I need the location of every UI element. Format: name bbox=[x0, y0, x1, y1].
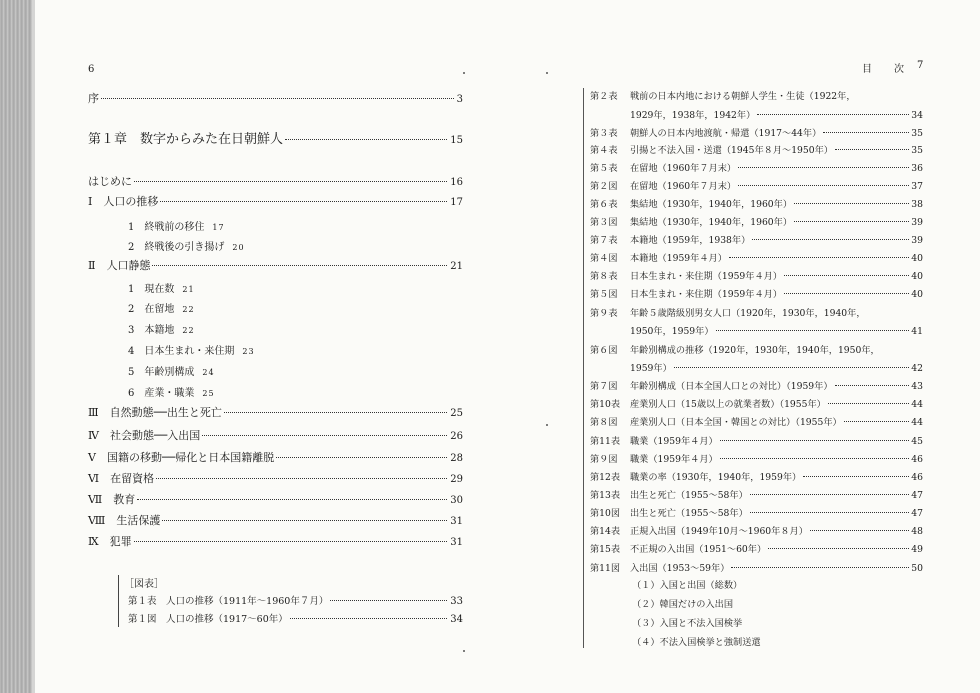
entry-tag: 第６表 bbox=[590, 199, 618, 210]
toc-entry-continuation bbox=[630, 360, 923, 374]
entry-label: Ⅸ 犯罪 bbox=[88, 535, 132, 548]
entry-tag: 第11図 bbox=[590, 563, 621, 574]
leader-dots bbox=[134, 541, 448, 542]
toc-entry bbox=[590, 342, 880, 356]
entry-label: 第１章 数字からみた在日朝鮮人 bbox=[88, 132, 284, 147]
toc-entry bbox=[88, 491, 463, 507]
toc-entry bbox=[88, 90, 463, 106]
entry-tag: 第９表 bbox=[590, 308, 618, 319]
entry-tag: 第５図 bbox=[590, 289, 618, 300]
toc-entry bbox=[590, 305, 866, 319]
toc-entry bbox=[590, 286, 923, 300]
leader-dots bbox=[202, 435, 447, 436]
toc-subentry: 1 終戦前の移住 17 bbox=[128, 222, 225, 233]
entry-page: 50 bbox=[911, 563, 923, 574]
entry-tag: 第３表 bbox=[590, 128, 618, 139]
leader-dots bbox=[757, 114, 909, 115]
toc-entry bbox=[590, 378, 923, 392]
leader-dots bbox=[731, 567, 909, 568]
toc-entry bbox=[88, 533, 463, 549]
toc-entry bbox=[88, 404, 463, 420]
entry-page: 3 bbox=[456, 94, 463, 105]
entry-page: 17 bbox=[450, 197, 463, 208]
entry-label: 出生と死亡（1955～58年） bbox=[630, 508, 748, 519]
right-page-header: 目 次 bbox=[862, 64, 910, 75]
toc-entry bbox=[590, 125, 923, 139]
entry-tag: 第11表 bbox=[590, 436, 621, 447]
figures-bracket bbox=[118, 575, 119, 627]
book-binding-edge bbox=[0, 0, 32, 693]
entry-tag: 第10表 bbox=[590, 399, 621, 410]
entry-label: はじめに bbox=[88, 175, 132, 188]
leader-dots bbox=[844, 421, 910, 422]
leader-dots bbox=[752, 239, 909, 240]
entry-page: 46 bbox=[911, 454, 923, 465]
entry-page: 36 bbox=[911, 163, 923, 174]
entry-tag: 第７図 bbox=[590, 381, 618, 392]
toc-entry bbox=[590, 178, 923, 192]
entry-page: 43 bbox=[911, 381, 923, 392]
entry-tag: 第15表 bbox=[590, 544, 621, 555]
entry-label: 在留地（1960年７月末） bbox=[630, 181, 737, 192]
entry-label: 年齢別構成の推移（1920年，1930年，1940年，1950年， bbox=[630, 345, 880, 356]
entry-page: 46 bbox=[911, 472, 923, 483]
column-rule bbox=[583, 88, 584, 648]
toc-subentry: 2 終戦後の引き揚げ 20 bbox=[128, 242, 245, 253]
entry-page: 39 bbox=[911, 235, 923, 246]
entry-page: 35 bbox=[911, 128, 923, 139]
toc-entry bbox=[88, 470, 463, 486]
leader-dots bbox=[720, 458, 910, 459]
entry-tag: 第８図 bbox=[590, 417, 618, 428]
leader-dots bbox=[750, 512, 910, 513]
leader-dots bbox=[794, 221, 909, 222]
entry-page: 41 bbox=[911, 326, 923, 337]
toc-entry bbox=[590, 268, 923, 282]
leader-dots bbox=[285, 139, 447, 140]
toc-subentry: 1 現在数 21 bbox=[128, 284, 195, 295]
figure-entry bbox=[128, 593, 463, 607]
entry-page: 40 bbox=[911, 271, 923, 282]
leader-dots bbox=[738, 185, 909, 186]
entry-label: Ⅰ 人口の推移 bbox=[88, 195, 159, 208]
toc-entry bbox=[88, 512, 463, 528]
entry-tag: 第９図 bbox=[590, 454, 618, 465]
figure-subitem: （３）入国と不法入国検挙 bbox=[632, 618, 743, 629]
scan-speck bbox=[546, 424, 548, 426]
entry-label: 正規入出国（1949年10月～1960年８月） bbox=[630, 526, 808, 537]
entry-page: 38 bbox=[911, 199, 923, 210]
entry-tag: 第８表 bbox=[590, 271, 618, 282]
toc-entry bbox=[590, 560, 923, 574]
entry-page: 25 bbox=[450, 408, 463, 419]
leader-dots bbox=[134, 181, 447, 182]
entry-tag: 第３図 bbox=[590, 217, 618, 228]
entry-page: 29 bbox=[450, 474, 463, 485]
binding-shadow bbox=[32, 0, 35, 693]
entry-label: Ⅶ 教育 bbox=[88, 493, 136, 506]
leader-dots bbox=[716, 330, 910, 331]
leader-dots bbox=[828, 403, 909, 404]
entry-label: 職業（1959年４月） bbox=[630, 436, 718, 447]
entry-label: 本籍地（1959年４月） bbox=[630, 253, 727, 264]
leader-dots bbox=[729, 257, 909, 258]
figure-entry bbox=[128, 611, 463, 625]
left-page-number: 6 bbox=[88, 64, 95, 75]
toc-entry bbox=[88, 173, 463, 189]
entry-page: 21 bbox=[450, 261, 463, 272]
leader-dots bbox=[823, 132, 909, 133]
toc-subentry: 6 産業・職業 25 bbox=[128, 388, 215, 399]
entry-label: Ⅴ 国籍の移動──帰化と日本国籍離脱 bbox=[88, 451, 275, 464]
leader-dots bbox=[137, 499, 447, 500]
toc-entry-continuation bbox=[630, 323, 923, 337]
entry-label: Ⅲ 自然動態──出生と死亡 bbox=[88, 406, 222, 419]
entry-page: 34 bbox=[450, 614, 463, 625]
toc-subentry: 4 日本生まれ・来住期 23 bbox=[128, 346, 255, 357]
entry-page: 15 bbox=[450, 135, 463, 146]
leader-dots bbox=[276, 457, 447, 458]
figures-heading: ［図表］ bbox=[124, 579, 164, 590]
entry-tag: 第５表 bbox=[590, 163, 618, 174]
entry-label: 第１表 人口の推移（1911年～1960年７月） bbox=[128, 596, 329, 607]
toc-entry bbox=[590, 523, 923, 537]
toc-entry bbox=[590, 196, 923, 210]
leader-dots bbox=[152, 265, 447, 266]
entry-page: 39 bbox=[911, 217, 923, 228]
entry-label: 集結地（1930年，1940年，1960年） bbox=[630, 217, 793, 228]
scan-speck bbox=[463, 650, 465, 652]
figure-subitem: （４）不法入国検挙と強制送還 bbox=[632, 637, 761, 648]
entry-page: 31 bbox=[450, 537, 463, 548]
entry-tag: 第４図 bbox=[590, 253, 618, 264]
toc-entry bbox=[590, 214, 923, 228]
leader-dots bbox=[794, 203, 909, 204]
entry-label: Ⅱ 人口静態 bbox=[88, 259, 151, 272]
toc-entry bbox=[590, 88, 856, 102]
toc-entry bbox=[590, 433, 923, 447]
leader-dots bbox=[738, 167, 909, 168]
entry-page: 47 bbox=[911, 490, 923, 501]
leader-dots bbox=[750, 494, 910, 495]
entry-page: 42 bbox=[911, 363, 923, 374]
entry-label: 戦前の日本内地における朝鮮人学生・生徒（1922年， bbox=[630, 91, 856, 102]
entry-page: 31 bbox=[450, 516, 463, 527]
entry-page: 28 bbox=[450, 453, 463, 464]
leader-dots bbox=[224, 412, 447, 413]
entry-label: 日本生まれ・来住期（1959年４月） bbox=[630, 271, 783, 282]
entry-tag: 第２図 bbox=[590, 181, 618, 192]
leader-dots bbox=[156, 478, 447, 479]
entry-label: 産業別人口（日本全国・韓国との対比）（1955年） bbox=[630, 417, 842, 428]
entry-label: Ⅳ 社会動態──入出国 bbox=[88, 429, 201, 442]
entry-label: 日本生まれ・来住期（1959年４月） bbox=[630, 289, 783, 300]
leader-dots bbox=[720, 440, 910, 441]
leader-dots bbox=[835, 385, 910, 386]
toc-entry bbox=[590, 396, 923, 410]
entry-label: 年齢５歳階級別男女人口（1920年，1930年，1940年， bbox=[630, 308, 866, 319]
scan-speck bbox=[463, 72, 465, 74]
toc-entry bbox=[88, 427, 463, 443]
entry-label: 本籍地（1959年，1938年） bbox=[630, 235, 751, 246]
toc-entry bbox=[590, 469, 923, 483]
entry-label: 在留地（1960年７月末） bbox=[630, 163, 737, 174]
toc-entry bbox=[88, 257, 463, 273]
entry-label: 1929年，1938年，1942年） bbox=[630, 110, 756, 121]
figure-subitem: （１）入国と出国（総数） bbox=[632, 580, 743, 591]
entry-page: 44 bbox=[911, 399, 923, 410]
entry-label: 第１図 人口の推移（1917～60年） bbox=[128, 614, 288, 625]
entry-page: 40 bbox=[911, 253, 923, 264]
toc-entry-continuation bbox=[630, 107, 923, 121]
leader-dots bbox=[101, 98, 454, 99]
toc-subentry: 2 在留地 22 bbox=[128, 304, 195, 315]
entry-page: 49 bbox=[911, 544, 923, 555]
toc-entry bbox=[590, 414, 923, 428]
leader-dots bbox=[768, 548, 909, 549]
chapter-title bbox=[88, 128, 463, 147]
entry-tag: 第10図 bbox=[590, 508, 621, 519]
entry-tag: 第13表 bbox=[590, 490, 621, 501]
entry-page: 40 bbox=[911, 289, 923, 300]
entry-label: 1959年） bbox=[630, 363, 672, 374]
entry-label: 年齢別構成（日本全国人口との対比）（1959年） bbox=[630, 381, 833, 392]
toc-entry bbox=[590, 232, 923, 246]
entry-tag: 第６図 bbox=[590, 345, 618, 356]
scan-speck bbox=[546, 72, 548, 74]
entry-label: Ⅷ 生活保護 bbox=[88, 514, 161, 527]
entry-tag: 第14表 bbox=[590, 526, 621, 537]
leader-dots bbox=[803, 476, 909, 477]
entry-label: 1950年，1959年） bbox=[630, 326, 714, 337]
entry-label: 集結地（1930年，1940年，1960年） bbox=[630, 199, 793, 210]
entry-label: 職業の率（1930年，1940年，1959年） bbox=[630, 472, 802, 483]
leader-dots bbox=[330, 600, 447, 601]
entry-page: 47 bbox=[911, 508, 923, 519]
toc-entry bbox=[590, 160, 923, 174]
toc-entry bbox=[590, 505, 923, 519]
toc-entry bbox=[590, 541, 923, 555]
entry-label: 序 bbox=[88, 92, 99, 105]
right-page-number: 7 bbox=[917, 60, 924, 71]
entry-page: 45 bbox=[911, 436, 923, 447]
entry-tag: 第４表 bbox=[590, 145, 618, 156]
entry-tag: 第２表 bbox=[590, 91, 618, 102]
entry-label: Ⅵ 在留資格 bbox=[88, 472, 155, 485]
entry-page: 26 bbox=[450, 431, 463, 442]
leader-dots bbox=[674, 367, 910, 368]
entry-label: 出生と死亡（1955～58年） bbox=[630, 490, 748, 501]
toc-subentry: 3 本籍地 22 bbox=[128, 325, 195, 336]
leader-dots bbox=[810, 530, 909, 531]
leader-dots bbox=[160, 201, 447, 202]
leader-dots bbox=[162, 520, 447, 521]
leader-dots bbox=[784, 275, 909, 276]
leader-dots bbox=[835, 149, 909, 150]
entry-label: 朝鮮人の日本内地渡航・帰還（1917～44年） bbox=[630, 128, 822, 139]
entry-page: 16 bbox=[450, 177, 463, 188]
entry-label: 職業（1959年４月） bbox=[630, 454, 718, 465]
toc-entry bbox=[590, 451, 923, 465]
entry-page: 48 bbox=[911, 526, 923, 537]
toc-entry bbox=[88, 193, 463, 209]
entry-page: 35 bbox=[911, 145, 923, 156]
entry-page: 33 bbox=[450, 596, 463, 607]
toc-entry bbox=[590, 250, 923, 264]
entry-label: 引揚と不法入国・送還（1945年８月～1950年） bbox=[630, 145, 833, 156]
entry-label: 不正規の入出国（1951～60年） bbox=[630, 544, 767, 555]
entry-tag: 第７表 bbox=[590, 235, 618, 246]
entry-page: 44 bbox=[911, 417, 923, 428]
leader-dots bbox=[784, 293, 909, 294]
figure-subitem: （２）韓国だけの入出国 bbox=[632, 599, 734, 610]
entry-page: 30 bbox=[450, 495, 463, 506]
toc-entry bbox=[590, 487, 923, 501]
toc-entry bbox=[88, 449, 463, 465]
entry-page: 37 bbox=[911, 181, 923, 192]
entry-label: 入出国（1953～59年） bbox=[630, 563, 730, 574]
entry-label: 産業別人口（15歳以上の就業者数）（1955年） bbox=[630, 399, 826, 410]
leader-dots bbox=[290, 618, 448, 619]
toc-entry bbox=[590, 142, 923, 156]
entry-tag: 第12表 bbox=[590, 472, 621, 483]
toc-subentry: 5 年齢別構成 24 bbox=[128, 367, 215, 378]
entry-page: 34 bbox=[911, 110, 923, 121]
